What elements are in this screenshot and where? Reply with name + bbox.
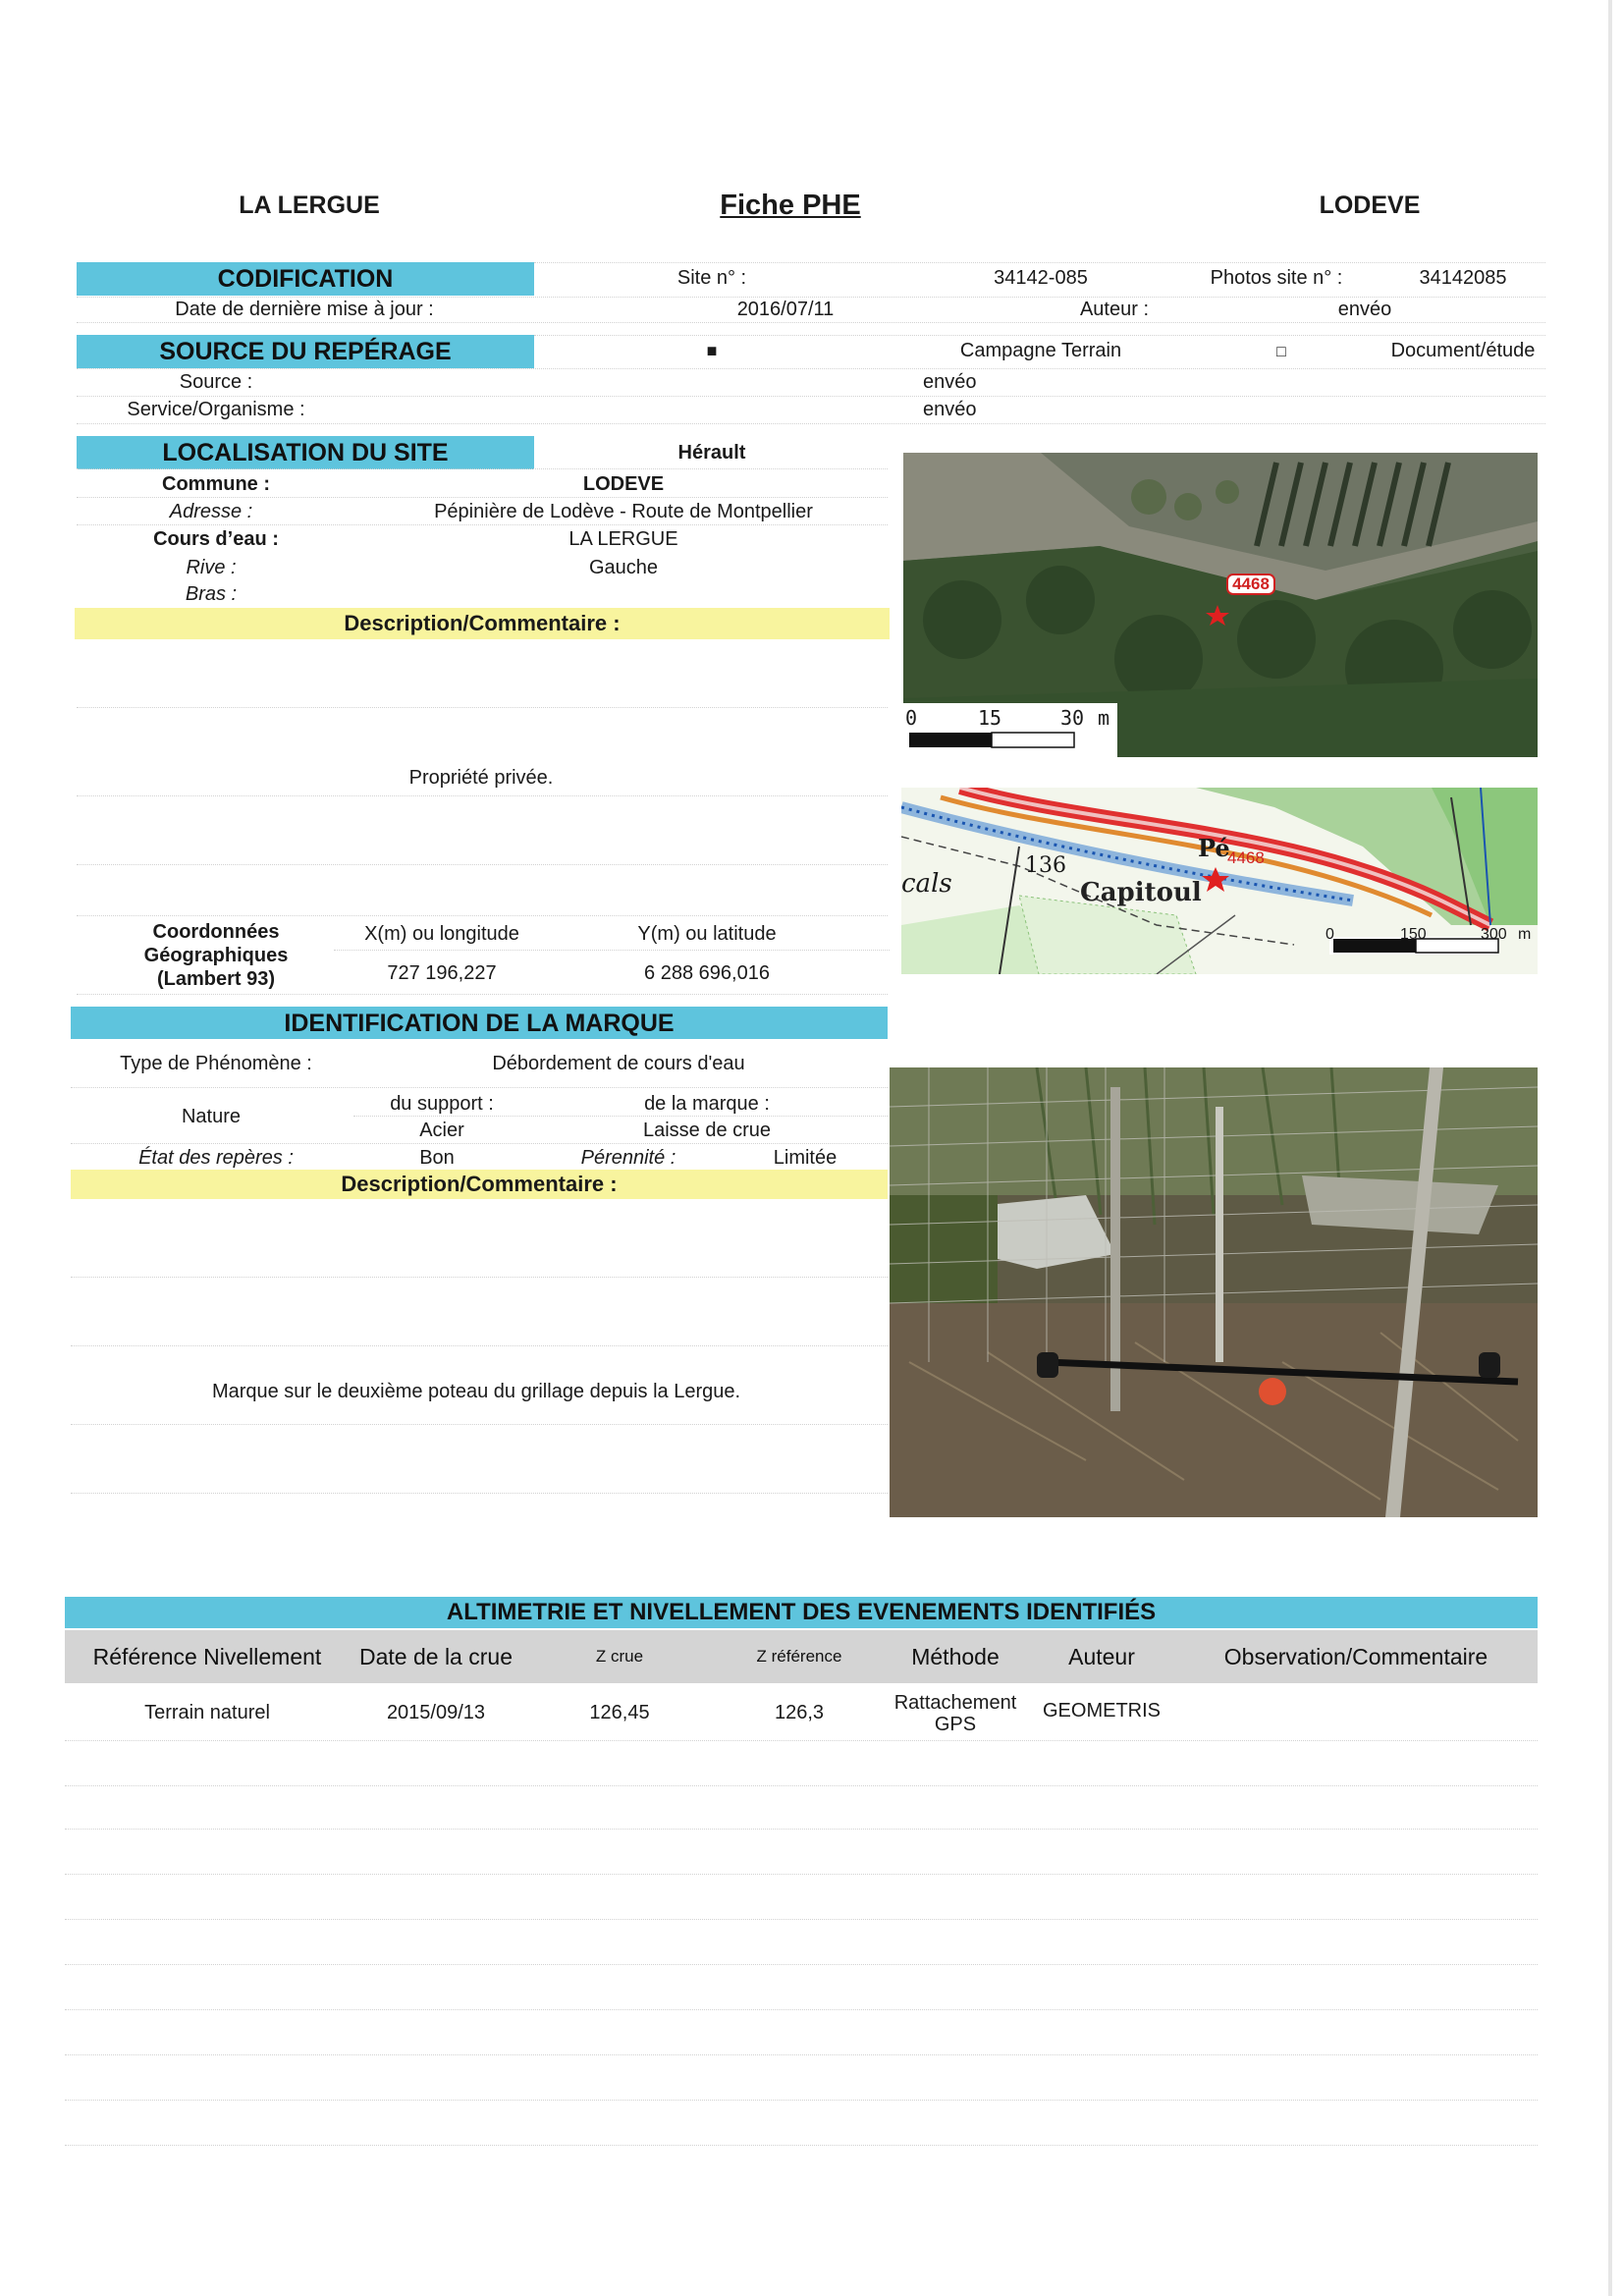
- topo-elevation-label: 136: [1025, 853, 1066, 878]
- mark-value: Laisse de crue: [642, 1120, 772, 1141]
- coords-label-2: Géographiques: [143, 945, 289, 966]
- department-value: Hérault: [677, 442, 746, 464]
- col-date: Date de la crue: [350, 1630, 523, 1683]
- bank-label: Rive :: [186, 557, 237, 578]
- row-methode-2: GPS: [934, 1714, 977, 1735]
- topo-map: [901, 788, 1538, 974]
- row-date: 2015/09/13: [386, 1702, 486, 1723]
- topo-pe-label: Pé: [1198, 834, 1230, 862]
- col-observation: Observation/Commentaire: [1174, 1630, 1538, 1683]
- phenomenon-label: Type de Phénomène :: [120, 1053, 312, 1074]
- page-title: Fiche PHE: [720, 190, 861, 221]
- commune-value: LODEVE: [582, 473, 665, 495]
- author-value: envéo: [1337, 299, 1392, 320]
- col-methode: Méthode: [882, 1630, 1030, 1683]
- coords-label-3: (Lambert 93): [156, 968, 276, 990]
- address-label: Adresse :: [169, 501, 253, 522]
- campaign-checkbox[interactable]: ■: [706, 341, 718, 360]
- col-reference: Référence Nivellement: [65, 1630, 351, 1683]
- river-name: LA LERGUE: [239, 191, 380, 219]
- nature-label: Nature: [181, 1106, 242, 1127]
- river-label: Cours d’eau :: [153, 528, 279, 550]
- author-label: Auteur :: [1079, 299, 1150, 320]
- phenomenon-value: Débordement de cours d'eau: [492, 1053, 745, 1074]
- x-label: X(m) ou longitude: [364, 923, 519, 945]
- topo-place-label: Capitoul: [1080, 878, 1202, 907]
- address-value: Pépinière de Lodève - Route de Montpellier: [434, 501, 813, 522]
- topo-scale-0: 0: [1325, 926, 1334, 943]
- localisation-heading: LOCALISATION DU SITE: [77, 436, 534, 469]
- state-label: État des repères :: [138, 1147, 294, 1169]
- aerial-scale-0: 0: [905, 706, 918, 730]
- state-value: Bon: [419, 1147, 455, 1169]
- row-z-reference: 126,3: [774, 1702, 825, 1723]
- y-value: 6 288 696,016: [644, 962, 770, 984]
- codification-heading: CODIFICATION: [77, 262, 534, 296]
- alti-heading: ALTIMETRIE ET NIVELLEMENT DES EVENEMENTS IDENTIFIÉS: [65, 1597, 1538, 1628]
- commune-label: Commune :: [162, 473, 270, 495]
- service-label: Service/Organisme :: [127, 399, 305, 420]
- aerial-marker-label: 4468: [1232, 574, 1270, 593]
- mark-label: de la marque :: [644, 1093, 770, 1115]
- document-checkbox[interactable]: □: [1276, 344, 1286, 360]
- town-name: LODEVE: [1319, 191, 1421, 219]
- localisation-comment-heading: Description/Commentaire :: [75, 608, 890, 639]
- support-label: du support :: [390, 1093, 494, 1115]
- localisation-comment-text: Propriété privée.: [408, 767, 554, 789]
- mark-photo: [890, 1067, 1538, 1517]
- topo-scale-300: 300: [1481, 926, 1507, 943]
- topo-scale-unit: m: [1518, 926, 1532, 943]
- topo-marker-label: 4468: [1227, 848, 1265, 867]
- bank-value: Gauche: [588, 557, 659, 578]
- photos-number-label: Photos site n° :: [1210, 267, 1343, 289]
- perennity-value: Limitée: [773, 1147, 838, 1169]
- y-label: Y(m) ou latitude: [637, 923, 777, 945]
- support-value: Acier: [419, 1120, 464, 1141]
- site-number-value: 34142-085: [994, 267, 1088, 289]
- aerial-scale-15: 15: [978, 706, 1002, 730]
- row-methode-1: Rattachement: [893, 1692, 1017, 1714]
- col-z-reference: Z référence: [717, 1630, 883, 1683]
- source-value: envéo: [923, 371, 977, 393]
- row-z-crue: 126,45: [589, 1702, 650, 1723]
- aerial-photo: [903, 453, 1538, 757]
- row-reference: Terrain naturel: [144, 1702, 270, 1723]
- site-number-label: Site n° :: [676, 267, 747, 289]
- topo-cals-label: cals: [901, 869, 952, 899]
- marque-comment-text: Marque sur le deuxième poteau du grillage depuis la Lergue.: [211, 1381, 741, 1402]
- x-value: 727 196,227: [387, 962, 497, 984]
- row-auteur: GEOMETRIS: [1042, 1700, 1161, 1722]
- aerial-scale-unit: m: [1098, 706, 1110, 730]
- marque-heading: IDENTIFICATION DE LA MARQUE: [71, 1007, 888, 1039]
- river-value: LA LERGUE: [568, 528, 678, 550]
- source-label: Source :: [179, 371, 253, 393]
- col-auteur: Auteur: [1029, 1630, 1175, 1683]
- document-label: Document/étude: [1390, 340, 1536, 361]
- service-value: envéo: [923, 399, 977, 420]
- aerial-scale-30: 30: [1060, 706, 1085, 730]
- photos-number-value: 34142085: [1419, 267, 1507, 289]
- arm-label: Bras :: [185, 583, 238, 605]
- marque-comment-heading: Description/Commentaire :: [71, 1170, 888, 1199]
- topo-scale-150: 150: [1400, 926, 1427, 943]
- source-heading: SOURCE DU REPÉRAGE: [77, 335, 534, 368]
- update-date-value: 2016/07/11: [736, 299, 835, 320]
- campaign-label: Campagne Terrain: [959, 340, 1122, 361]
- coords-label-1: Coordonnées: [152, 921, 280, 943]
- perennity-label: Pérennité :: [580, 1147, 676, 1169]
- col-z-crue: Z crue: [522, 1630, 718, 1683]
- update-date-label: Date de dernière mise à jour :: [175, 299, 434, 320]
